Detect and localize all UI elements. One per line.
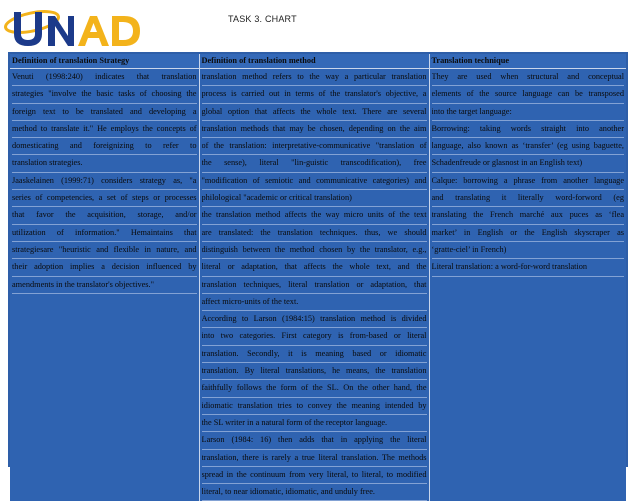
text-line: series of competencies, a set of steps or processes [12,190,197,207]
text-line: literal or adaptation, that affects the whole text, and the [202,259,427,276]
text-line: elements of the source language can be transposed [432,86,625,103]
text-line: language, also known as ‘transfer’ (eg using baguette, [432,138,625,155]
header-technique: Translation technique [429,54,626,69]
text-line: market’ in English or the English skyscraper as [432,225,625,242]
text-line: global option that affects the whole text. There are several [202,104,427,121]
text-line: spread in the continuum from very literal, to literal, to modified [202,467,427,484]
text-line: are translated: the translation techniques. thus, we should [202,225,427,242]
page-title: TASK 3. CHART [228,14,297,24]
text-line: idiomatic translation tries to convey the meaning intended by [202,398,427,415]
text-line: translation methods that may be chosen, depending on the aim [202,121,427,138]
text-line: Larson (1984: 16) then adds that in applying the literal [202,432,427,449]
text-line: They are used when structural and conceptual [432,69,625,86]
text-line: translation. By literal translations, he means, the translation [202,363,427,380]
text-line: the sense), literal "lin-guistic transcodification), free [202,155,427,172]
text-line: translation. Secondly, it is meaning based or idiomatic [202,346,427,363]
table-header-row [10,54,626,69]
header-method: Definition of translation method [199,54,429,69]
translation-chart-table [10,54,626,501]
method-cell [199,69,429,501]
text-line: ‘gratte-ciel’ in French) [432,242,625,259]
text-line: their adoption implies a decision influenced by [12,259,197,276]
text-line: that favor the acquisition, storage, and/or [12,207,197,224]
text-line: strategiesare "heuristic and flexible in nature, and [12,242,197,259]
text-line: foreign text to be translated and developing a [12,104,197,121]
text-line: method to translate it." He employs the concepts of [12,121,197,138]
text-line: distinguish between the method chosen by the translator, e.g., [202,242,427,259]
text-line: into the target language: [432,104,625,121]
text-line: Jaaskelainen (1999:71) considers strategy as, "a [12,173,197,190]
text-line: Venuti (1998:240) indicates that translation [12,69,197,86]
text-line: translating the French marché aux puces as ‘flea [432,207,625,224]
unad-logo [2,4,152,48]
text-line: faithfully follows the form of the SL. On the other hand, the [202,380,427,397]
text-line: Literal translation: a word-for-word translation [432,259,625,276]
text-line: translation techniques, literal translation or adaptation, that [202,277,427,294]
text-line: the translation method affects the way micro units of the text [202,207,427,224]
text-line: Schadenfreude or glasnost in an English text) [432,155,625,172]
text-line: "modification of semiotic and communicative categories) and [202,173,427,190]
text-line: Borrowing: taking words straight into another [432,121,625,138]
text-line: into two categories. First category is from-based or literal [202,328,427,345]
text-line: translation method refers to the way a particular translation [202,69,427,86]
text-line: process is carried out in terms of the translator's objective, a [202,86,427,103]
text-line: domesticating and foreignizing to refer to [12,138,197,155]
text-line: and translating it literally word-forword (eg [432,190,625,207]
header-strategy: Definition of translation Strategy [10,54,199,69]
table-body-row [10,69,626,501]
text-line: of the translation: interpretative-communicative "translation of [202,138,427,155]
text-line: philological "academic or critical translation) [202,190,427,207]
text-line: the SL writer in a natural form of the receptor language. [202,415,427,432]
text-line: amendments in the translator's objectives." [12,277,197,294]
text-line: translation, there is rarely a true literal translation. The methods [202,450,427,467]
text-line: utilization of information." Hemaintains that [12,225,197,242]
strategy-cell [10,69,199,501]
technique-cell [429,69,626,501]
text-line: affect micro-units of the text. [202,294,427,311]
text-line: Calque: borrowing a phrase from another language [432,173,625,190]
text-line: literal, to near idiomatic, idiomatic, and unduly free. [202,484,427,501]
text-line: strategies "involve the basic tasks of choosing the [12,86,197,103]
text-line: According to Larson (1984:15) translation method is divided [202,311,427,328]
text-line: translation strategies. [12,155,197,172]
